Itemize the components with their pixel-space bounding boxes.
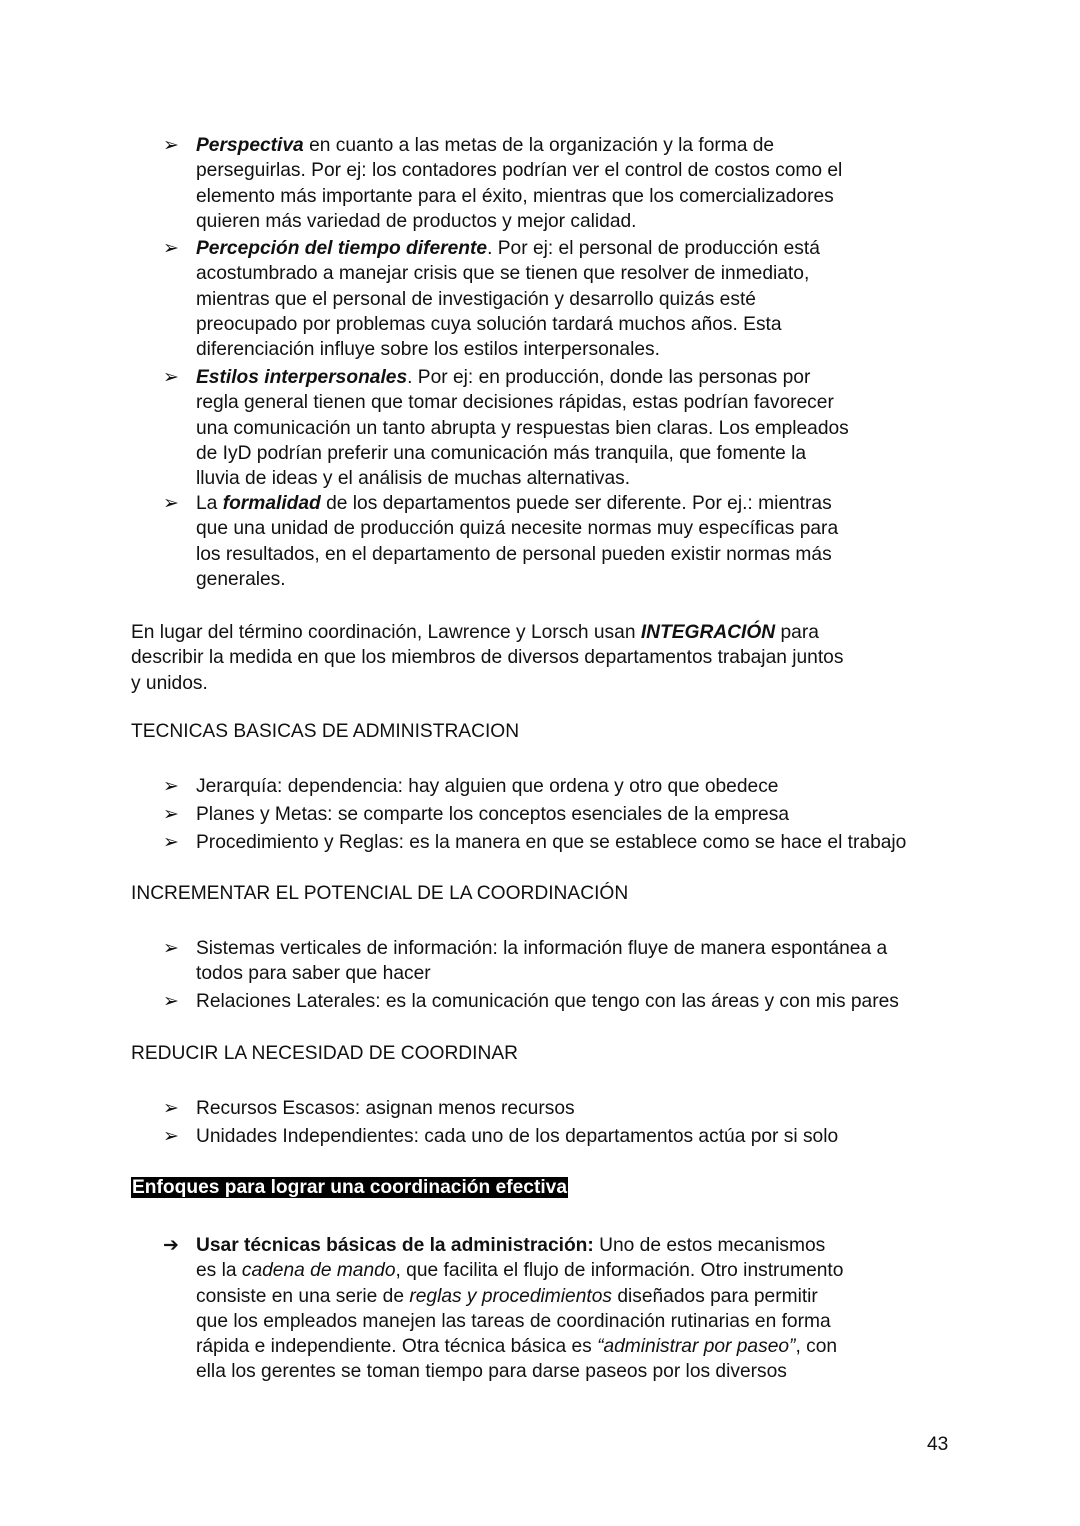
emphasis-text: Perspectiva [196, 135, 304, 156]
text-line [196, 158, 842, 183]
text-line [196, 441, 849, 466]
text-line [196, 1309, 843, 1334]
list-item [163, 1096, 575, 1121]
section-heading-reducir: REDUCIR LA NECESIDAD DE COORDINAR [131, 1043, 519, 1064]
text-line [196, 567, 838, 592]
bullet-arrow-icon: ➢ [163, 1126, 180, 1147]
text-run: mientras que el personal de investigación y desarrollo quizás esté [196, 288, 756, 310]
emphasis-text: INTEGRACIÓN [640, 622, 776, 643]
list-item [163, 1124, 839, 1149]
text-line [196, 491, 838, 516]
text-run: ella los gerentes se toman tiempo para darse paseos por los diversos [196, 1361, 787, 1383]
text-run: los resultados, en el departamento de personal pueden existir normas más [196, 543, 832, 565]
bullet-arrow-icon: ➢ [163, 1098, 180, 1119]
text-run: consiste en una serie de [196, 1285, 410, 1307]
text-line [196, 184, 842, 209]
emphasis-text: formalidad [222, 493, 321, 514]
text-run: para [775, 622, 819, 643]
text-run: La [196, 493, 223, 514]
text-run: de IyD podrían preferir una comunicación más tranquila, que fomente la [196, 442, 807, 464]
text-line [196, 1284, 843, 1309]
text-line [196, 1233, 843, 1258]
text-line [196, 1258, 843, 1283]
text-line [196, 365, 849, 390]
text-line [196, 236, 820, 261]
emphasis-text: Usar técnicas básicas de la administración: [196, 1235, 594, 1256]
text-run: acostumbrado a manejar crisis que se tienen que resolver de inmediato, [196, 263, 810, 285]
bullet-arrow-icon: ➢ [163, 776, 180, 797]
text-line [196, 542, 838, 567]
text-run: de los departamentos puede ser diferente. Por ej.: mientras [320, 493, 832, 514]
emphasis-text: reglas y procedimientos [409, 1285, 612, 1307]
list-item [163, 802, 789, 827]
emphasis-text: cadena de mando [241, 1260, 396, 1282]
list-item [163, 236, 820, 362]
text-line: todos para saber que hacer [196, 963, 431, 985]
text-run: una comunicación un tanto abrupta y respuestas bien claras. Los empleados [196, 417, 849, 439]
text-line: Relaciones Laterales: es la comunicación que tengo con las áreas y con mis pares [196, 991, 899, 1012]
emphasis-text: Estilos interpersonales [196, 367, 408, 388]
text-run: quieren más variedad de productos y mejor calidad. [196, 210, 637, 232]
text-run: . Por ej: en producción, donde las personas por [407, 367, 811, 388]
text-line [196, 287, 820, 312]
text-run: preocupado por problemas cuya solución tardará muchos años. Esta [196, 313, 782, 335]
text-line [196, 337, 820, 362]
bullet-arrow-icon: ➢ [163, 804, 180, 825]
text-run: en cuanto a las metas de la organización y la forma de [303, 135, 775, 156]
text-run: En lugar del término coordinación, Lawrence y Lorsch usan [131, 622, 641, 643]
text-line [196, 1359, 843, 1384]
highlighted-heading: Enfoques para lograr una coordinación efectiva [132, 1177, 568, 1198]
text-line [196, 261, 820, 286]
list-item [163, 989, 899, 1014]
bullet-arrow-icon: ➔ [163, 1235, 180, 1256]
text-line [196, 390, 849, 415]
item-text: Recursos Escasos: asignan menos recursos [196, 1098, 575, 1119]
text-line [196, 312, 820, 337]
text-run: describir la medida en que los miembros de diversos departamentos trabajan juntos [131, 647, 844, 669]
text-run: rápida e independiente. Otra técnica básica es [196, 1336, 598, 1358]
list-item [163, 774, 779, 799]
page-number: 43 [927, 1434, 949, 1455]
text-line [131, 620, 843, 645]
text-run: que los empleados manejen las tareas de coordinación rutinarias en forma [196, 1310, 831, 1332]
integration-paragraph [131, 620, 843, 696]
text-run: regla general tienen que tomar decisiones rápidas, estas podrían favorecer [196, 392, 834, 414]
item-text: Unidades Independientes: cada uno de los departamentos actúa por si solo [196, 1126, 839, 1147]
text-line [196, 1334, 843, 1359]
text-run: generales. [196, 568, 286, 590]
text-run: y unidos. [131, 672, 208, 694]
text-run: que una unidad de producción quizá necesite normas muy específicas para [196, 518, 839, 540]
bullet-arrow-icon: ➢ [163, 367, 180, 388]
text-run: lluvia de ideas y el análisis de muchas alternativas. [196, 468, 631, 490]
bullet-arrow-icon: ➢ [163, 135, 180, 156]
text-run: elemento más importante para el éxito, mientras que los comercializadores [196, 185, 834, 207]
list-item [163, 133, 843, 234]
emphasis-text: Percepción del tiempo diferente [196, 238, 488, 259]
item-text: Procedimiento y Reglas: es la manera en que se establece como se hace el trabajo [196, 832, 907, 853]
item-text: Planes y Metas: se comparte los conceptos esenciales de la empresa [196, 804, 789, 825]
text-line [196, 466, 849, 491]
list-item [163, 936, 888, 987]
text-run: diseñados para permitir [611, 1285, 818, 1307]
bullet-arrow-icon: ➢ [163, 238, 180, 259]
list-item [163, 365, 849, 491]
text-line: Sistemas verticales de información: la información fluye de manera espontánea a [196, 938, 888, 959]
bullet-arrow-icon: ➢ [163, 991, 180, 1012]
emphasis-text: “administrar por paseo” [597, 1336, 796, 1358]
item-text: Jerarquía: dependencia: hay alguien que ordena y otro que obedece [196, 776, 779, 797]
text-run: . Por ej: el personal de producción está [487, 238, 820, 259]
text-run: es la [196, 1260, 242, 1282]
text-line [196, 209, 842, 234]
text-run: Uno de estos mecanismos [593, 1235, 826, 1256]
text-line [196, 516, 838, 541]
list-item [163, 1233, 844, 1385]
text-line [196, 133, 842, 158]
section-heading-tecnicas: TECNICAS BASICAS DE ADMINISTRACION [131, 721, 520, 742]
list-item [163, 830, 907, 855]
bullet-arrow-icon: ➢ [163, 832, 180, 853]
text-line [131, 671, 843, 696]
text-line [196, 416, 849, 441]
bullet-arrow-icon: ➢ [163, 493, 180, 514]
text-run: , que facilita el flujo de información. Otro instrumento [395, 1260, 844, 1282]
list-item [163, 491, 839, 592]
text-line [131, 645, 843, 670]
text-run: , con [795, 1336, 838, 1358]
text-run: diferenciación influye sobre los estilos interpersonales. [196, 339, 660, 361]
section-heading-incrementar: INCREMENTAR EL POTENCIAL DE LA COORDINACIÓN [131, 883, 629, 904]
text-run: perseguirlas. Por ej: los contadores podrían ver el control de costos como el [196, 160, 843, 182]
bullet-arrow-icon: ➢ [163, 938, 180, 959]
